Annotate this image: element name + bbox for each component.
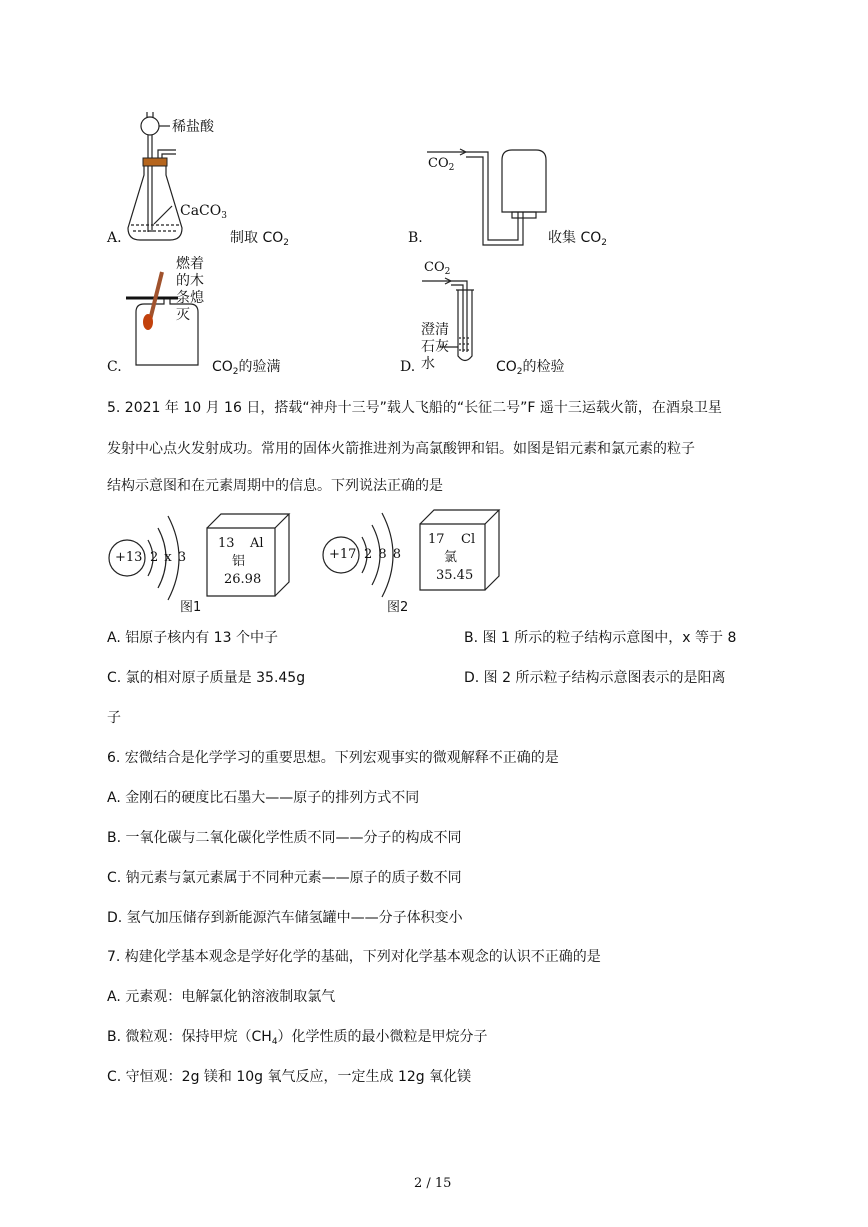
- q5-stem-line1: 5. 2021 年 10 月 16 日，搭载“神舟十三号”载人飞船的“长征二号”F 遥十三运载火箭，在酒泉卫星: [107, 400, 722, 416]
- q7-option-c: C. 守恒观：2g 镁和 10g 氧气反应，一定生成 12g 氧化镁: [107, 1069, 472, 1085]
- q5-fig2-number: 17: [428, 532, 445, 547]
- q6-option-c: C. 钠元素与氯元素属于不同种元素——原子的质子数不同: [107, 870, 462, 886]
- apparatus-c-stick-label: 燃着 的木 条熄 灭: [176, 256, 204, 323]
- apparatus-d-liquid-label: 澄清 石灰 水: [421, 322, 449, 372]
- apparatus-a-reagent-bottom: CaCO$_3$: [180, 203, 227, 221]
- page-number: 2 / 15: [414, 1176, 452, 1191]
- apparatus-d-caption: $CO_2$的检验: [496, 359, 565, 377]
- apparatus-a-reagent-top: 稀盐酸: [172, 119, 214, 135]
- q6-option-d: D. 氢气加压储存到新能源汽车储氢罐中——分子体积变小: [107, 910, 463, 926]
- q7-stem: 7. 构建化学基本观念是学好化学的基础，下列对化学基本观念的认识不正确的是: [107, 949, 601, 965]
- q6-option-b: B. 一氧化碳与二氧化碳化学性质不同——分子的构成不同: [107, 830, 462, 846]
- apparatus-d-gas-label: $CO_2$: [424, 260, 451, 277]
- q7-option-a: A. 元素观：电解氯化钠溶液制取氯气: [107, 989, 336, 1005]
- q5-fig1-symbol: Al: [250, 536, 264, 551]
- q5-option-c: C. 氯的相对原子质量是 35.45g: [107, 670, 306, 686]
- q5-option-d: D. 图 2 所示粒子结构示意图表示的是阳离: [464, 670, 726, 686]
- q5-fig2-symbol: Cl: [461, 532, 476, 547]
- apparatus-c-letter: C.: [107, 359, 122, 375]
- q5-option-b: B. 图 1 所示的粒子结构示意图中，x 等于 8: [464, 630, 737, 646]
- q5-stem-line2: 发射中心点火发射成功。常用的固体火箭推进剂为高氯酸钾和铝。如图是铝元素和氯元素的粒子: [107, 441, 695, 457]
- q5-option-a: A. 铝原子核内有 13 个中子: [107, 630, 278, 646]
- apparatus-d-letter: D.: [400, 359, 416, 375]
- apparatus-a-caption: 制取 $CO_2$: [230, 230, 289, 248]
- q5-fig2-caption: 图2: [387, 600, 409, 615]
- q6-option-a: A. 金刚石的硬度比石墨大——原子的排列方式不同: [107, 790, 420, 806]
- q5-fig2-electrons: 2 8 8: [364, 547, 403, 562]
- q5-fig2-name: 氯: [444, 550, 458, 565]
- q5-stem-line3: 结构示意图和在元素周期中的信息。下列说法正确的是: [107, 478, 443, 494]
- q7-option-b: B. 微粒观：保持甲烷$(CH_4)$化学性质的最小微粒是甲烷分子: [107, 1029, 488, 1047]
- q5-fig1-nucleus: +13: [115, 550, 143, 565]
- q5-fig1-number: 13: [218, 536, 235, 551]
- q5-fig2-mass: 35.45: [436, 568, 474, 583]
- apparatus-b-letter: B.: [408, 230, 423, 246]
- apparatus-c-caption: $CO_2$的验满: [212, 359, 281, 377]
- apparatus-b-caption: 收集 $CO_2$: [548, 230, 607, 248]
- q5-fig1-name: 铝: [232, 554, 246, 569]
- q5-fig1-mass: 26.98: [224, 572, 262, 587]
- q5-fig1-caption: 图1: [180, 600, 202, 615]
- q5-fig2-nucleus: +17: [329, 547, 357, 562]
- q5-fig1-electrons: 2 x 3: [150, 550, 188, 565]
- q6-stem: 6. 宏微结合是化学学习的重要思想。下列宏观事实的微观解释不正确的是: [107, 750, 559, 766]
- apparatus-b-gas-label: $CO_2$: [428, 156, 455, 173]
- apparatus-a-letter: A.: [107, 230, 122, 246]
- q5-option-d-wrap: 子: [107, 710, 121, 726]
